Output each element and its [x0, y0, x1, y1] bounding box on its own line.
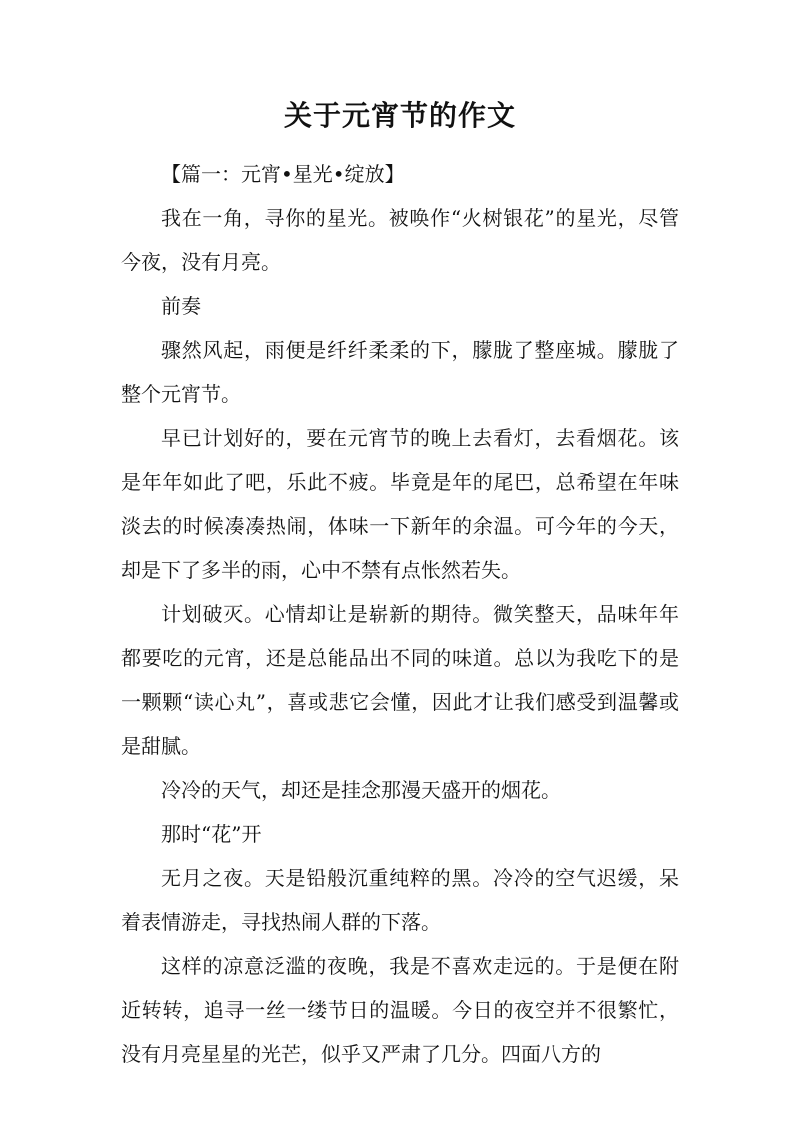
paragraph: 早已计划好的，要在元宵节的晚上去看灯，去看烟花。该是年年如此了吧，乐此不疲。毕竟是年的尾巴，总希望在年味淡去的时候凑凑热闹，体味一下新年的余温。可今年的今天，却是下了多半的雨，心中不禁有点怅然若失。 [121, 426, 679, 582]
section-heading: 【篇一：元宵•星光•绽放】 [161, 162, 405, 186]
document-body [121, 152, 679, 1076]
document-title: 关于元宵节的作文 [283, 99, 516, 132]
paragraph: 这样的凉意泛滥的夜晚，我是不喜欢走远的。于是便在附近转转，追寻一丝一缕节日的温暖。今日的夜空并不很繁忙，没有月亮星星的光芒，似乎又严肃了几分。四面八方的 [121, 954, 679, 1066]
paragraph: 冷冷的天气，却还是挂念那漫天盛开的烟花。 [161, 778, 561, 802]
paragraph: 计划破灭。心情却让是崭新的期待。微笑整天，品味年年都要吃的元宵，还是总能品出不同的味道。总以为我吃下的是一颗颗“读心丸”，喜或悲它会懂，因此才让我们感受到温馨或是甜腻。 [121, 602, 679, 758]
paragraph: 骤然风起，雨便是纤纤柔柔的下，朦胧了整座城。朦胧了整个元宵节。 [121, 338, 679, 406]
subheading-flower-bloom: 那时“花”开 [161, 822, 262, 846]
subheading-prelude: 前奏 [161, 294, 201, 318]
paragraph: 无月之夜。天是铅般沉重纯粹的黑。冷冷的空气迟缓，呆着表情游走，寻找热闹人群的下落。 [121, 866, 679, 934]
paragraph: 我在一角，寻你的星光。被唤作“火树银花”的星光，尽管今夜，没有月亮。 [121, 206, 679, 274]
